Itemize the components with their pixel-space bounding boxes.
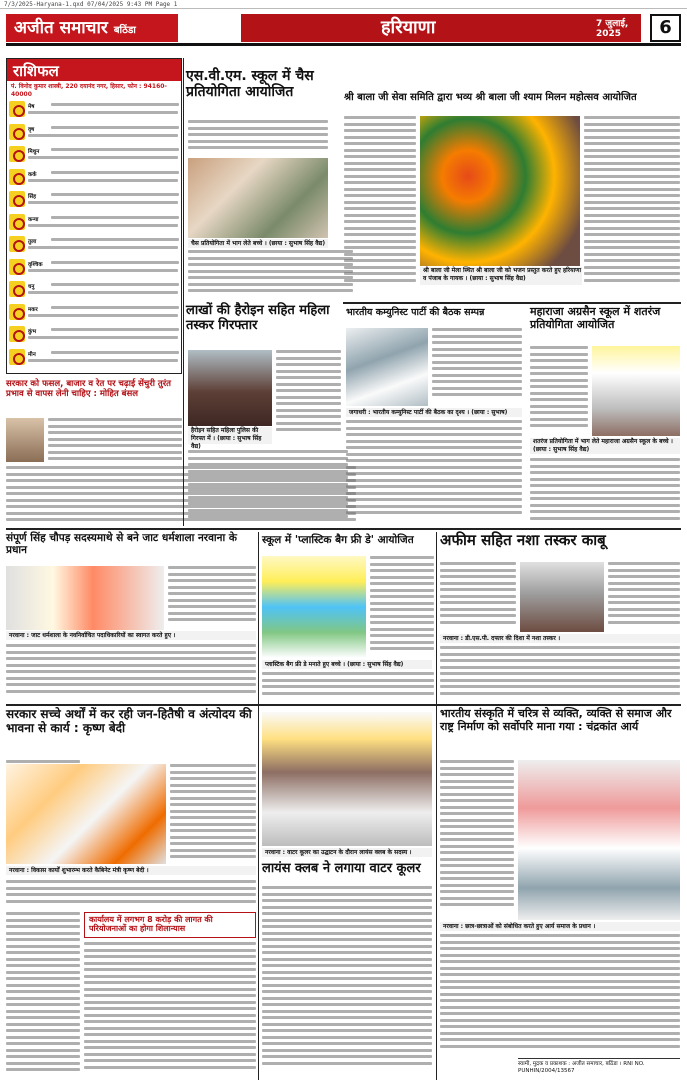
zodiac-name: मीन	[28, 351, 36, 358]
plastic-body-2	[262, 672, 434, 702]
horoscope-text-line	[51, 261, 179, 264]
lions-body	[262, 886, 432, 1080]
heroin-headline-box	[186, 304, 341, 342]
zodiac-icon	[9, 236, 25, 252]
plastic-headline-box	[262, 534, 432, 552]
shyam-headline: श्री बाला जी सेवा समिति द्वारा भव्य श्री बाला जी श्याम मिलन महोत्सव आयोजित	[344, 92, 637, 103]
chess-headline: एस.वी.एम. स्कूल में चैस प्रतियोगिता आयोजित	[186, 68, 314, 101]
panchayat-photo	[6, 566, 164, 630]
zodiac-icon	[9, 281, 25, 297]
zodiac-name: कर्क	[28, 171, 37, 178]
horoscope-text-line	[28, 156, 178, 159]
horoscope-text-line	[51, 306, 179, 309]
horoscope-text-line	[28, 201, 178, 204]
heroin-body-2	[188, 450, 348, 526]
chess-body-2	[188, 250, 353, 300]
tax-photo	[6, 764, 166, 864]
zodiac-name: धनु	[28, 284, 35, 290]
shyam-headline-box	[344, 92, 680, 112]
opium-headline-box	[440, 532, 680, 558]
zodiac-name: तुला	[28, 239, 37, 245]
horoscope-text-line	[28, 246, 178, 249]
column-rule-1	[183, 58, 184, 526]
culture-body-2	[440, 934, 680, 1056]
horoscope-title: राशिफल	[7, 59, 181, 81]
agrasen-headline: महाराजा अग्रसैन स्कूल में शतरंज प्रतियोगिता आयोजित	[530, 305, 661, 331]
chess-photo	[188, 158, 328, 238]
zodiac-icon	[9, 326, 25, 342]
opium-caption: नरवाना : डी.एस.पी. दफ्तर की दिशा में नशा तस्कर ।	[440, 634, 680, 643]
zodiac-name: कन्या	[28, 216, 39, 223]
horoscope-text-line	[28, 179, 178, 182]
zodiac-icon	[9, 259, 25, 275]
tax-caption: नरवाना : विकास कार्यों शुभारम्भ करते कैबिनेट मंत्री कृष्ण बेदी ।	[6, 866, 256, 875]
opium-body-3	[440, 646, 680, 702]
horoscope-text-line	[51, 126, 179, 129]
chess-headline-box	[186, 68, 336, 118]
mohit-bansal-photo	[6, 418, 44, 462]
horoscope-text-line	[51, 351, 179, 354]
opium-headline: अफीम सहित नशा तस्कर काबू	[440, 531, 606, 549]
horoscope-text-line	[28, 224, 178, 227]
heroin-body-1	[276, 350, 341, 445]
zodiac-icon	[9, 146, 25, 162]
tax-body-5	[84, 942, 256, 1080]
plastic-body-1	[370, 556, 434, 658]
zodiac-name: सिंह	[28, 194, 37, 200]
horoscope-text-line	[51, 171, 179, 174]
issue-date: 7 जुलाई, 2025	[596, 19, 629, 39]
horoscope-text-line	[51, 148, 179, 151]
plastic-headline: स्कूल में 'प्लास्टिक बैग फ्री डे' आयोजित	[262, 534, 414, 546]
agrasen-photo	[592, 346, 680, 436]
culture-headline: भारतीय संस्कृति में चरित्र से व्यक्ति, व्यक्ति से समाज और राष्ट्र निर्माण को सर्वोपरि माना गया : चंद्रकांत आर्य	[440, 707, 672, 733]
horoscope-text-line	[28, 359, 178, 362]
lions-headline-box	[262, 862, 432, 882]
print-strip: 7/3/2025-Haryana-1.qxd 07/04/2025 9:43 PM Page 1	[0, 0, 687, 9]
column-rule-2	[258, 532, 259, 1080]
reliance-headline: सरकार को फसल, बाजार व रेत पर चढ़ाई सेंचुरी तुरंत प्रभाव से वापस लेनी चाहिए : मोहित बंसल	[6, 379, 172, 399]
tax-body-4	[6, 912, 80, 1080]
zodiac-icon	[9, 214, 25, 230]
reliance-body-1	[48, 418, 182, 462]
divider-2	[6, 528, 681, 530]
reliance-headline-box	[6, 380, 182, 414]
tax-body-2	[170, 764, 256, 864]
zodiac-name: कुंभ	[28, 329, 37, 335]
horoscope-text-line	[51, 238, 179, 241]
shyam-body-1	[344, 116, 416, 296]
chess-body-1	[188, 120, 328, 156]
zodiac-name: मेष	[28, 104, 35, 110]
zodiac-icon	[9, 169, 25, 185]
horoscope-text-line	[28, 111, 178, 114]
horoscope-text-line	[28, 269, 178, 272]
zodiac-icon	[9, 191, 25, 207]
communist-headline: भारतीय कम्युनिस्ट पार्टी की बैठक सम्पन्न	[346, 307, 485, 318]
opium-body-1	[440, 562, 516, 632]
panchayat-body-1	[168, 566, 256, 630]
horoscope-text-line	[28, 314, 178, 317]
masthead	[6, 12, 681, 46]
plastic-caption: प्लास्टिक बैग फ्री डे मनाते हुए बच्चे । (छाया : सुभाष सिंह वैद्य)	[262, 660, 432, 669]
shyam-caption: श्री बाला जी मेला स्थित श्री बाला जी को भजन प्रस्तुत करते हुए हरियाणा व पंजाब के गायक । (छाया : सुभाष सिंह वैद्य)	[420, 267, 582, 285]
horoscope-text-line	[28, 291, 178, 294]
heroin-headline: लाखों की हैरोइन सहित महिला तस्कर गिरफ्तार	[186, 303, 330, 333]
horoscope-text-line	[51, 283, 179, 286]
panchayat-headline-box	[6, 532, 256, 562]
communist-caption: जगाधरी : भारतीय कम्युनिस्ट पार्टी की बैठक का दृश्य । (छाया : सुभाष)	[346, 408, 522, 417]
tax-headline-box	[6, 708, 256, 756]
development-box	[84, 912, 256, 938]
imprint: स्वामी, मुद्रक व प्रकाशक : अजीत समाचार, बठिंडा । RNI NO. PUNHIN/2004/13567	[518, 1058, 680, 1084]
horoscope-box	[6, 58, 182, 374]
zodiac-name: मिथुन	[28, 149, 40, 155]
agrasen-headline-box	[530, 306, 680, 342]
column-rule-3	[436, 532, 437, 1080]
culture-photo	[518, 760, 680, 920]
zodiac-name: वृष	[28, 126, 35, 133]
divider-3	[6, 704, 681, 706]
zodiac-name: वृश्चिक	[28, 261, 43, 268]
heroin-caption: हैरोइन सहित महिला पुलिस की गिरफ्त में । (छाया : सुभाष सिंह वैद्य)	[188, 427, 272, 444]
tax-headline: सरकार सच्चे अर्थों में कर रही जन-हितैषी व अंत्योदय की भावना से कार्य : कृष्ण बेदी	[6, 707, 252, 735]
opium-photo	[520, 562, 604, 632]
plastic-photo	[262, 556, 366, 658]
tax-body-3	[6, 880, 256, 910]
horoscope-text-line	[28, 336, 178, 339]
agrasen-body-1	[530, 346, 588, 436]
lions-caption: नरवाना : वाटर कूलर का उद्घाटन के दौरान लायंस क्लब के सदस्य ।	[262, 848, 432, 857]
lions-photo	[262, 712, 432, 846]
communist-body-1	[432, 328, 522, 406]
panchayat-body-2	[6, 644, 256, 702]
communist-photo	[346, 328, 428, 406]
agrasen-body-2	[530, 458, 680, 524]
chess-caption: चैस प्रतियोगिता में भाग लेते बच्चे । (छाया : सुभाष सिंह वैद्य)	[188, 239, 328, 248]
opium-body-2	[608, 562, 680, 632]
edition-city: बठिंडा	[113, 25, 136, 36]
culture-headline-box	[440, 708, 680, 756]
horoscope-text-line	[51, 216, 179, 219]
zodiac-icon	[9, 101, 25, 117]
horoscope-subtitle: पं. विनोद कुमार शास्त्री, 220 दयानंद नगर, हिसार, फोन : 94160-40000	[11, 83, 167, 98]
agrasen-caption: शतरंज प्रतियोगिता में भाग लेते महाराजा अग्रसैन स्कूल के बच्चे । (छाया : सुभाष सिंह वैद्य)	[530, 438, 680, 454]
section-title: हरियाणा	[241, 14, 641, 42]
zodiac-icon	[9, 124, 25, 140]
panchayat-headline: संपूर्ण सिंह चौपड़ सदस्यमाथे से बने जाट धर्मशाला नरवाना के प्रधान	[6, 532, 237, 557]
communist-headline-box	[346, 308, 526, 324]
development-headline: कार्यालय में लगभग 8 करोड़ की लागत की परियोजनाओं का होगा शिलान्यास	[89, 915, 213, 934]
horoscope-text-line	[51, 193, 179, 196]
lions-headline: लायंस क्लब ने लगाया वाटर कूलर	[262, 861, 421, 876]
newspaper-logo[interactable]	[6, 14, 178, 42]
brand-name: अजीत समाचार	[14, 18, 108, 38]
horoscope-text-line	[51, 103, 179, 106]
divider-1	[343, 302, 681, 304]
zodiac-icon	[9, 349, 25, 365]
horoscope-text-line	[51, 328, 179, 331]
horoscope-text-line	[28, 134, 178, 137]
shyam-festival-photo	[420, 116, 580, 266]
culture-body-1	[440, 760, 514, 920]
zodiac-icon	[9, 304, 25, 320]
heroin-photo	[188, 350, 272, 426]
panchayat-caption: नरवाना : जाट धर्मशाला के नवनिर्वाचित पदाधिकारियों का स्वागत करते हुए ।	[6, 631, 256, 640]
zodiac-name: मकर	[28, 306, 38, 313]
shyam-body-2	[584, 116, 680, 296]
culture-caption: नरवाना : छात्र-छात्राओं को संबोधित करते हुए आर्य समाज के प्रधान ।	[440, 922, 680, 931]
page-number: 6	[650, 14, 681, 42]
communist-body-2	[346, 420, 522, 524]
